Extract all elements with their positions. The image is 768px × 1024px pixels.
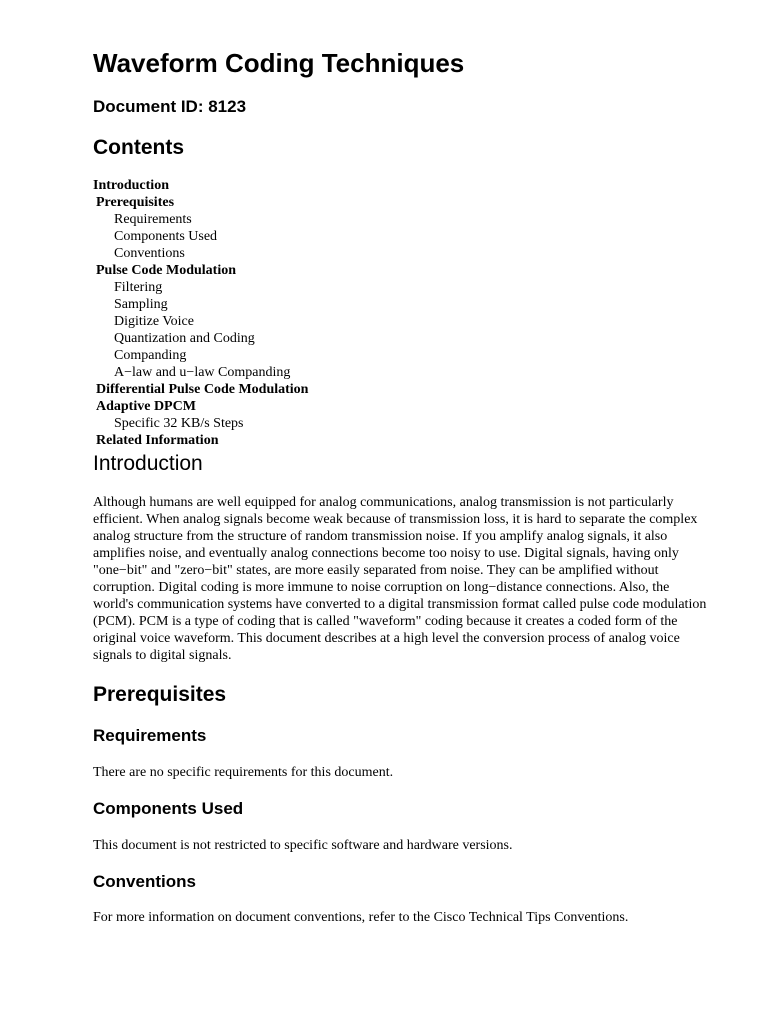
toc-item[interactable]: A−law and u−law Companding (114, 365, 291, 380)
paragraph-line: efficient. When analog signals become weak because of transmission loss, it is hard to separate the complex (93, 512, 698, 527)
table-of-contents (93, 177, 308, 449)
toc-item[interactable]: Introduction (93, 178, 169, 193)
components-used-heading: Components Used (93, 799, 244, 818)
paragraph-line: amplifies noise, and eventually analog connections become too noisy to use. Digital signals, having only (93, 546, 679, 561)
toc-item[interactable]: Conventions (114, 246, 185, 261)
toc-item[interactable]: Companding (114, 348, 187, 363)
toc-item[interactable]: Adaptive DPCM (96, 399, 196, 414)
document-id: Document ID: 8123 (93, 97, 247, 116)
paragraph-line: Although humans are well equipped for analog communications, analog transmission is not particularly (93, 495, 674, 510)
toc-item[interactable]: Sampling (114, 297, 168, 312)
paragraph-line: world's communication systems have converted to a digital transmission format called pulse code modulation (93, 597, 707, 612)
toc-item[interactable]: Differential Pulse Code Modulation (96, 382, 309, 397)
toc-item[interactable]: Digitize Voice (114, 314, 194, 329)
paragraph-line: original voice waveform. This document describes at a high level the conversion process of analog voice (93, 631, 680, 646)
contents-heading: Contents (93, 136, 184, 159)
conventions-heading: Conventions (93, 872, 196, 891)
paragraph-line: signals to digital signals. (93, 648, 232, 663)
toc-item[interactable]: Related Information (96, 433, 219, 448)
toc-item[interactable]: Components Used (114, 229, 218, 244)
prerequisites-heading: Prerequisites (93, 683, 227, 706)
toc-item[interactable]: Filtering (114, 280, 163, 295)
toc-item[interactable]: Requirements (114, 212, 192, 227)
document-title: Waveform Coding Techniques (93, 48, 465, 78)
toc-item[interactable]: Specific 32 KB/s Steps (114, 416, 244, 431)
components-used-text: This document is not restricted to specific software and hardware versions. (93, 838, 513, 853)
conventions-text: For more information on document conventions, refer to the Cisco Technical Tips Conventions. (93, 910, 629, 925)
paragraph-line: analog structure from the structure of random transmission noise. If you amplify analog signals, it also (93, 529, 668, 544)
toc-item[interactable]: Prerequisites (96, 195, 175, 210)
introduction-paragraph (93, 494, 721, 664)
paragraph-line: "one−bit" and "zero−bit" states, are more easily separated from noise. They can be amplified without (93, 563, 659, 578)
toc-item[interactable]: Pulse Code Modulation (96, 263, 237, 278)
requirements-text: There are no specific requirements for this document. (93, 765, 394, 780)
paragraph-line: corruption. Digital coding is more immune to noise corruption on long−distance connections. Also, the (93, 580, 670, 595)
introduction-heading: Introduction (93, 452, 203, 475)
toc-item[interactable]: Quantization and Coding (114, 331, 255, 346)
requirements-heading: Requirements (93, 726, 207, 745)
paragraph-line: (PCM). PCM is a type of coding that is called "waveform" coding because it creates a coded form of the (93, 614, 678, 629)
